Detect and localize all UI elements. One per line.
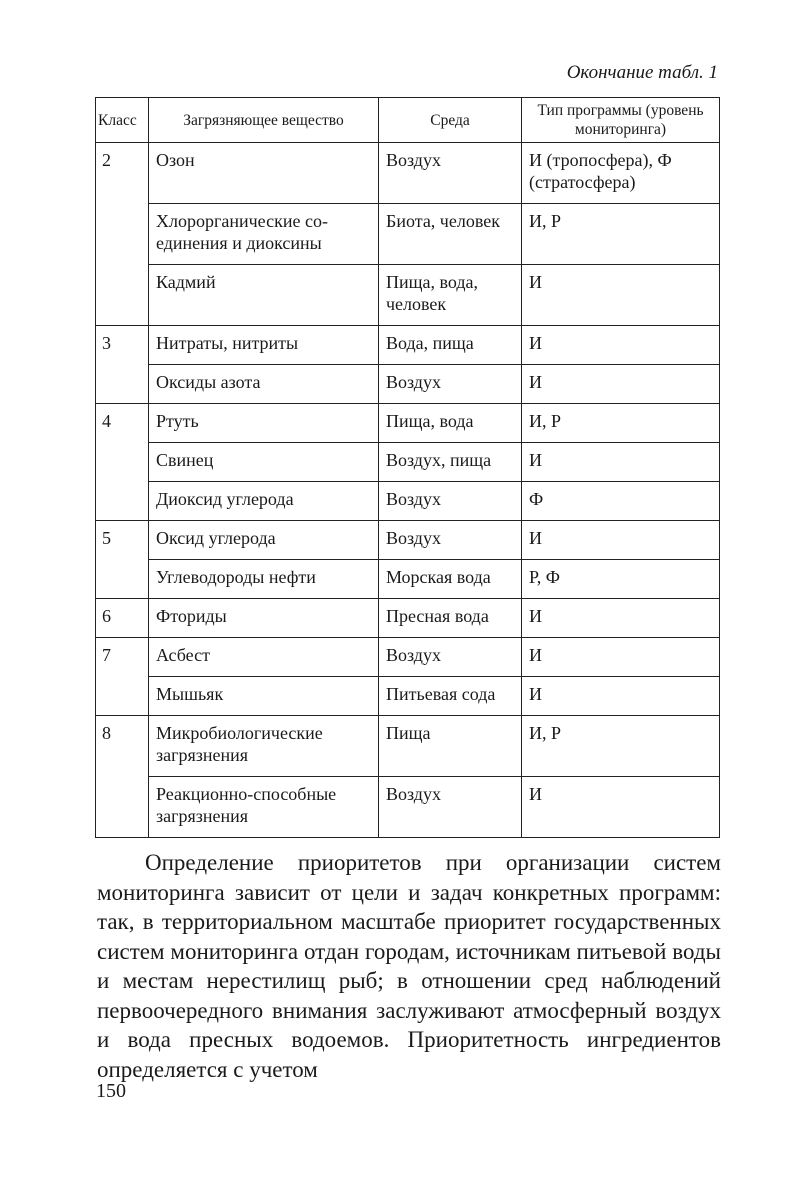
- body-paragraph: Определение приоритетов при организации систем мониторинга зависит от цели и задач конкретных программ: так, в территориальном масштабе приоритет государственных систем мониторинга отдан городам, источникам питьевой воды и местам нерестилищ рыб; в отношении сред наблюдений первоочередного внимания заслуживают атмосферный воздух и вода пресных водоемов. Приоритетность ингредиентов определяется с учетом: [97, 850, 721, 1082]
- environment-cell: Пища, вода: [379, 404, 522, 443]
- table-caption: Окончание табл. 1: [566, 62, 718, 83]
- environment-cell: Воздух: [379, 777, 522, 838]
- environment-cell: Воздух: [379, 638, 522, 677]
- header-environment: Среда: [379, 98, 522, 143]
- program-type-cell: И: [522, 265, 720, 326]
- substance-cell: Свинец: [149, 443, 379, 482]
- class-cell: 2: [96, 143, 149, 326]
- environment-cell: Питьевая сода: [379, 677, 522, 716]
- substance-cell: Асбест: [149, 638, 379, 677]
- substance-cell: Кадмий: [149, 265, 379, 326]
- class-cell: 4: [96, 404, 149, 521]
- table-header-row: [96, 98, 720, 143]
- program-type-cell: И, Р: [522, 404, 720, 443]
- program-type-cell: И, Р: [522, 716, 720, 777]
- substance-cell: Ртуть: [149, 404, 379, 443]
- environment-cell: Пища, вода, человек: [379, 265, 522, 326]
- class-cell: 6: [96, 599, 149, 638]
- substance-cell: Микробиологические загрязнения: [149, 716, 379, 777]
- program-type-cell: И: [522, 638, 720, 677]
- table-row: [96, 599, 720, 638]
- table-row: [96, 777, 720, 838]
- program-type-cell: И: [522, 326, 720, 365]
- environment-cell: Вода, пища: [379, 326, 522, 365]
- table-row: [96, 265, 720, 326]
- program-type-cell: Ф: [522, 482, 720, 521]
- class-cell: 7: [96, 638, 149, 716]
- substance-cell: Озон: [149, 143, 379, 204]
- header-class: Класс: [96, 98, 149, 143]
- table-row: [96, 482, 720, 521]
- table-row: [96, 638, 720, 677]
- program-type-cell: И: [522, 777, 720, 838]
- monitoring-priorities-table: [95, 97, 720, 838]
- program-type-cell: Р, Ф: [522, 560, 720, 599]
- table-row: [96, 365, 720, 404]
- table-body: [96, 143, 720, 838]
- table-row: [96, 326, 720, 365]
- program-type-cell: И: [522, 365, 720, 404]
- substance-cell: Реакционно-способные загрязнения: [149, 777, 379, 838]
- substance-cell: Диоксид углерода: [149, 482, 379, 521]
- header-substance: Загрязняющее вещество: [149, 98, 379, 143]
- environment-cell: Пресная вода: [379, 599, 522, 638]
- substance-cell: Хлорорганические со-единения и диоксины: [149, 204, 379, 265]
- page-number: 150: [96, 1080, 126, 1102]
- table-row: [96, 204, 720, 265]
- substance-cell: Оксид углерода: [149, 521, 379, 560]
- class-cell: 5: [96, 521, 149, 599]
- environment-cell: Воздух: [379, 143, 522, 204]
- environment-cell: Морская вода: [379, 560, 522, 599]
- environment-cell: Воздух: [379, 482, 522, 521]
- substance-cell: Мышьяк: [149, 677, 379, 716]
- environment-cell: Воздух, пища: [379, 443, 522, 482]
- table-row: [96, 143, 720, 204]
- environment-cell: Воздух: [379, 521, 522, 560]
- substance-cell: Углеводороды нефти: [149, 560, 379, 599]
- table-row: [96, 443, 720, 482]
- environment-cell: Пища: [379, 716, 522, 777]
- program-type-cell: И: [522, 443, 720, 482]
- environment-cell: Биота, человек: [379, 204, 522, 265]
- substance-cell: Нитраты, нитриты: [149, 326, 379, 365]
- environment-cell: Воздух: [379, 365, 522, 404]
- class-cell: 3: [96, 326, 149, 404]
- program-type-cell: И: [522, 677, 720, 716]
- substance-cell: Фториды: [149, 599, 379, 638]
- program-type-cell: И: [522, 521, 720, 560]
- substance-cell: Оксиды азота: [149, 365, 379, 404]
- program-type-cell: И, Р: [522, 204, 720, 265]
- program-type-cell: И: [522, 599, 720, 638]
- header-program-type: Тип программы (уровень мониторинга): [522, 98, 720, 143]
- class-cell: 8: [96, 716, 149, 838]
- table-row: [96, 560, 720, 599]
- program-type-cell: И (тропосфера), Ф (стратосфера): [522, 143, 720, 204]
- table-row: [96, 404, 720, 443]
- table-row: [96, 716, 720, 777]
- table-row: [96, 677, 720, 716]
- table-row: [96, 521, 720, 560]
